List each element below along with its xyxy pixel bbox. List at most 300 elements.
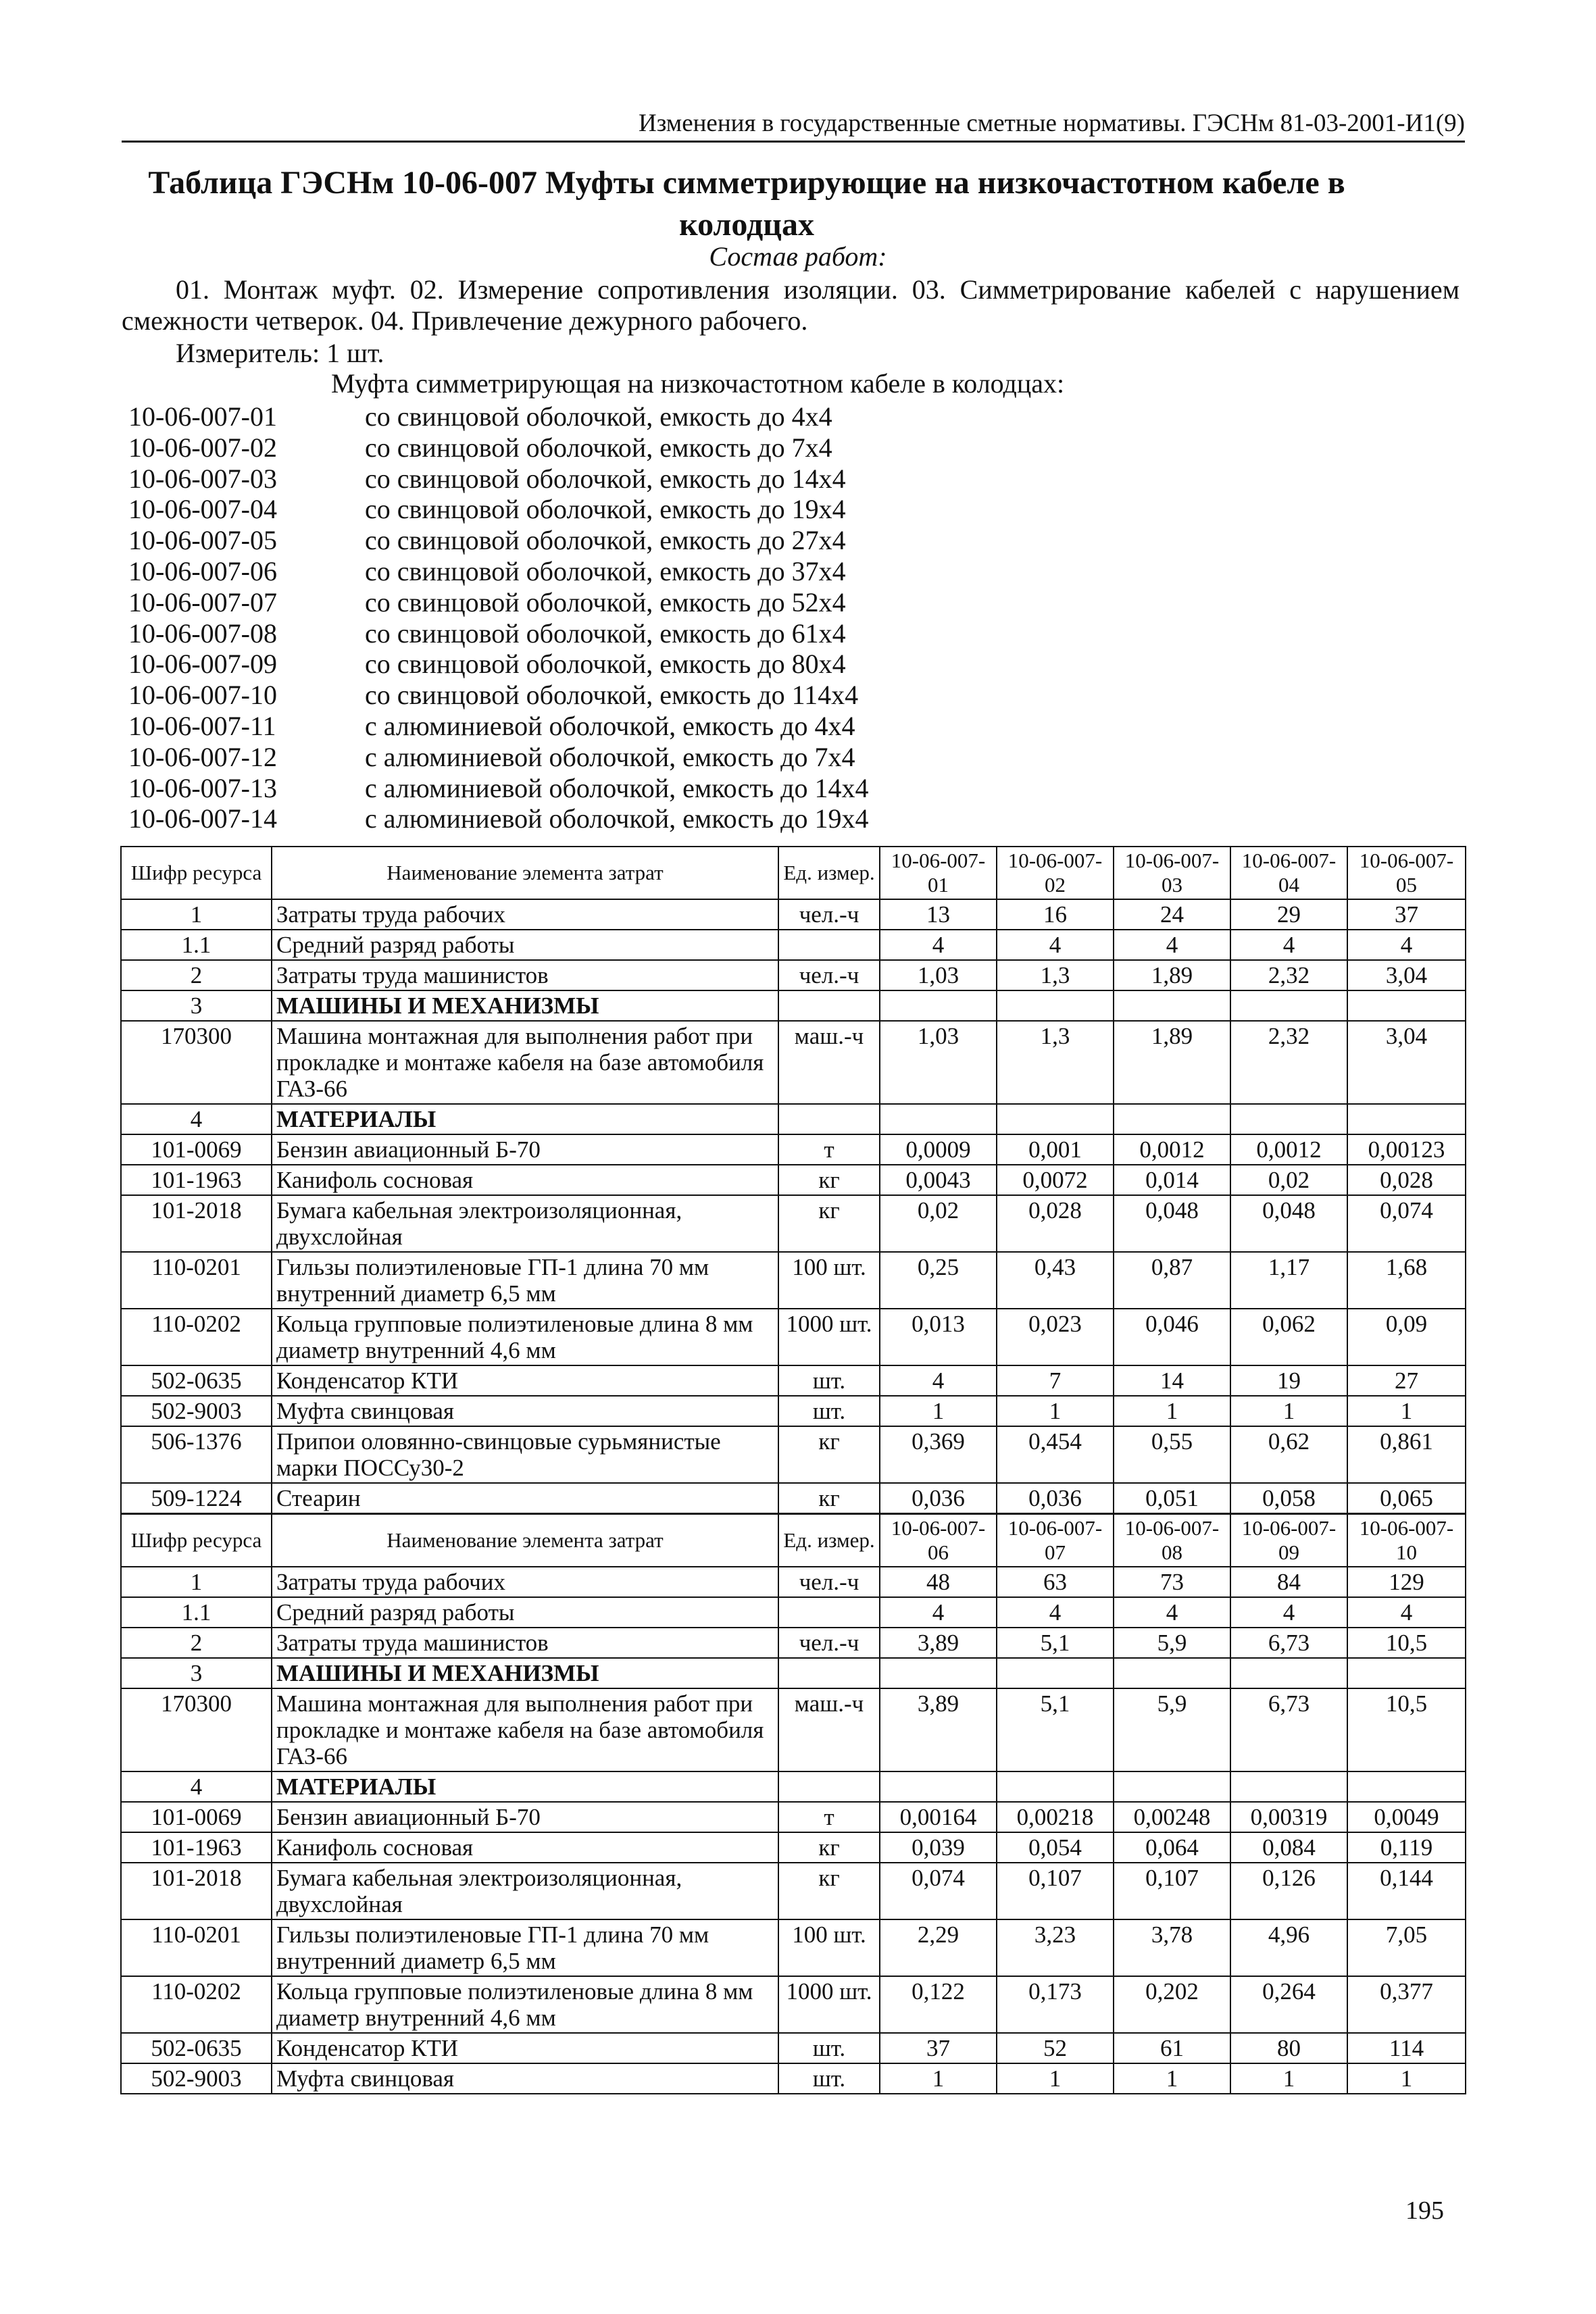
resource-code-cell: 101-0069 (121, 1134, 272, 1165)
value-cell: 0,43 (997, 1252, 1114, 1309)
norm-item-row (128, 494, 1277, 525)
value-cell: 0,084 (1230, 1832, 1347, 1863)
unit-cell: кг (778, 1195, 880, 1252)
resource-code-cell: 101-0069 (121, 1802, 272, 1832)
value-cell: 4,96 (1230, 1919, 1347, 1976)
resource-code-cell: 509-1224 (121, 1483, 272, 1513)
cost-element-cell: Муфта свинцовая (272, 1396, 778, 1426)
value-cell: 0,107 (997, 1863, 1114, 1919)
value-cell: 7 (997, 1365, 1114, 1396)
value-cell: 13 (880, 899, 997, 930)
unit-cell: чел.-ч (778, 960, 880, 990)
norm-item-code: 10-06-007-13 (128, 772, 277, 803)
value-cell: 0,028 (1347, 1165, 1466, 1195)
value-cell: 0,119 (1347, 1832, 1466, 1863)
cost-element-cell: Гильзы полиэтиленовые ГП-1 длина 70 мм внутренний диаметр 6,5 мм (272, 1919, 778, 1976)
value-cell: 27 (1347, 1365, 1466, 1396)
norm-item-code: 10-06-007-06 (128, 555, 277, 586)
table-row (121, 2063, 1466, 2094)
cost-element-cell: Кольца групповые полиэтиленовые длина 8 мм диаметр внутренний 4,6 мм (272, 1976, 778, 2033)
value-cell: 52 (997, 2033, 1114, 2063)
value-cell: 1,3 (997, 960, 1114, 990)
value-cell: 0,065 (1347, 1483, 1466, 1513)
header-norm-code: 10-06-007-06 (880, 1514, 997, 1567)
resource-code-cell: 1 (121, 899, 272, 930)
cost-element-cell: Стеарин (272, 1483, 778, 1513)
value-cell: 1,3 (997, 1021, 1114, 1104)
cost-element-cell: Канифоль сосновая (272, 1165, 778, 1195)
norm-item-row (128, 525, 1277, 556)
unit-cell (778, 1771, 880, 1802)
section-heading-cell: МАТЕРИАЛЫ (272, 1771, 778, 1802)
value-cell: 1,03 (880, 960, 997, 990)
cost-element-cell: Средний разряд работы (272, 930, 778, 960)
table-row (121, 1832, 1466, 1863)
value-cell: 10,5 (1347, 1628, 1466, 1658)
value-cell: 0,0072 (997, 1165, 1114, 1195)
unit-cell: т (778, 1134, 880, 1165)
value-cell: 0,014 (1114, 1165, 1230, 1195)
cost-element-cell: Бумага кабельная электроизоляционная, двухслойная (272, 1863, 778, 1919)
header-unit: Ед. измер. (778, 847, 880, 899)
value-cell: 0,00319 (1230, 1802, 1347, 1832)
table-header-row (121, 1514, 1466, 1567)
table-row (121, 990, 1466, 1021)
value-cell: 1,03 (880, 1021, 997, 1104)
norm-item-text: с алюминиевой оболочкой, емкость до 4х4 (365, 710, 855, 741)
table-row (121, 1365, 1466, 1396)
section-heading-cell: МАТЕРИАЛЫ (272, 1104, 778, 1134)
table-row (121, 1252, 1466, 1309)
value-cell: 0,046 (1114, 1309, 1230, 1365)
resource-code-cell: 502-0635 (121, 2033, 272, 2063)
value-cell: 1 (880, 2063, 997, 2094)
norm-item-code: 10-06-007-08 (128, 618, 277, 649)
value-cell: 5,9 (1114, 1688, 1230, 1771)
value-cell (880, 1104, 997, 1134)
resource-code-cell: 101-2018 (121, 1195, 272, 1252)
norm-item-code: 10-06-007-04 (128, 494, 277, 525)
value-cell: 1 (880, 1396, 997, 1426)
cost-element-cell: Затраты труда рабочих (272, 899, 778, 930)
value-cell (997, 990, 1114, 1021)
norm-item-row (128, 401, 1277, 432)
value-cell: 4 (1347, 1597, 1466, 1628)
value-cell: 0,064 (1114, 1832, 1230, 1863)
norm-item-text: со свинцовой оболочкой, емкость до 14х4 (365, 463, 846, 494)
value-cell: 0,62 (1230, 1426, 1347, 1483)
resource-code-cell: 110-0201 (121, 1252, 272, 1309)
value-cell (1230, 1658, 1347, 1688)
table-row (121, 1628, 1466, 1658)
unit-cell (778, 1104, 880, 1134)
value-cell: 4 (997, 1597, 1114, 1628)
norm-item-row (128, 680, 1277, 711)
norm-item-text: со свинцовой оболочкой, емкость до 80х4 (365, 649, 846, 680)
header-norm-code: 10-06-007-09 (1230, 1514, 1347, 1567)
value-cell (997, 1658, 1114, 1688)
value-cell: 0,028 (997, 1195, 1114, 1252)
value-cell: 4 (1114, 930, 1230, 960)
resource-code-cell: 506-1376 (121, 1426, 272, 1483)
value-cell: 1,68 (1347, 1252, 1466, 1309)
header-resource-code: Шифр ресурса (121, 1514, 272, 1567)
norm-item-code: 10-06-007-14 (128, 803, 277, 834)
value-cell: 114 (1347, 2033, 1466, 2063)
cost-element-cell: Затраты труда машинистов (272, 1628, 778, 1658)
value-cell: 0,00164 (880, 1802, 997, 1832)
resource-table-1 (120, 846, 1466, 1514)
unit-cell (778, 1597, 880, 1628)
value-cell: 84 (1230, 1567, 1347, 1597)
value-cell: 6,73 (1230, 1628, 1347, 1658)
unit-cell: т (778, 1802, 880, 1832)
value-cell: 2,32 (1230, 1021, 1347, 1104)
value-cell (880, 1658, 997, 1688)
value-cell: 4 (880, 1597, 997, 1628)
value-cell (1347, 1658, 1466, 1688)
value-cell: 1 (1347, 2063, 1466, 2094)
value-cell: 0,173 (997, 1976, 1114, 2033)
table-row (121, 1597, 1466, 1628)
value-cell: 0,02 (880, 1195, 997, 1252)
value-cell: 3,04 (1347, 960, 1466, 990)
composition-heading: Состав работ: (709, 241, 887, 272)
cost-element-cell: Муфта свинцовая (272, 2063, 778, 2094)
table-header-row (121, 847, 1466, 899)
norm-item-text: со свинцовой оболочкой, емкость до 114х4 (365, 680, 859, 711)
value-cell: 1 (1230, 1396, 1347, 1426)
value-cell: 24 (1114, 899, 1230, 930)
value-cell: 0,001 (997, 1134, 1114, 1165)
header-norm-code: 10-06-007-01 (880, 847, 997, 899)
value-cell (1347, 990, 1466, 1021)
value-cell: 1 (1114, 1396, 1230, 1426)
resource-code-cell: 101-1963 (121, 1832, 272, 1863)
table-row (121, 2033, 1466, 2063)
value-cell: 0,369 (880, 1426, 997, 1483)
unit-cell: шт. (778, 1396, 880, 1426)
unit-cell: шт. (778, 1365, 880, 1396)
cost-element-cell: Машина монтажная для выполнения работ при прокладке и монтаже кабеля на базе автомобиля ГАЗ-66 (272, 1021, 778, 1104)
unit-cell: 100 шт. (778, 1919, 880, 1976)
table-row (121, 1309, 1466, 1365)
table-row (121, 1688, 1466, 1771)
value-cell: 4 (1230, 930, 1347, 960)
norm-item-code: 10-06-007-07 (128, 586, 277, 618)
value-cell: 7,05 (1347, 1919, 1466, 1976)
value-cell: 0,039 (880, 1832, 997, 1863)
section-heading-cell: МАШИНЫ И МЕХАНИЗМЫ (272, 990, 778, 1021)
resource-code-cell: 1 (121, 1567, 272, 1597)
header-norm-code: 10-06-007-08 (1114, 1514, 1230, 1567)
value-cell: 1,89 (1114, 960, 1230, 990)
value-cell: 0,126 (1230, 1863, 1347, 1919)
value-cell: 129 (1347, 1567, 1466, 1597)
norm-item-row (128, 803, 1277, 834)
cost-element-cell: Бензин авиационный Б-70 (272, 1134, 778, 1165)
header-cost-element: Наименование элемента затрат (272, 847, 778, 899)
unit-cell: 100 шт. (778, 1252, 880, 1309)
norm-items-list (128, 401, 1277, 834)
unit-cell: чел.-ч (778, 899, 880, 930)
norm-item-code: 10-06-007-09 (128, 649, 277, 680)
resource-code-cell: 3 (121, 990, 272, 1021)
value-cell: 2,29 (880, 1919, 997, 1976)
value-cell (880, 990, 997, 1021)
norm-item-text: со свинцовой оболочкой, емкость до 37х4 (365, 555, 846, 586)
cost-element-cell: Конденсатор КТИ (272, 1365, 778, 1396)
table-row (121, 1483, 1466, 1513)
value-cell: 0,861 (1347, 1426, 1466, 1483)
resource-code-cell: 110-0202 (121, 1309, 272, 1365)
value-cell: 0,00248 (1114, 1802, 1230, 1832)
value-cell: 48 (880, 1567, 997, 1597)
norm-item-text: со свинцовой оболочкой, емкость до 19х4 (365, 494, 846, 525)
cost-element-cell: Припои оловянно-свинцовые сурьмянистые марки ПОССу30-2 (272, 1426, 778, 1483)
norm-item-row (128, 649, 1277, 680)
norm-item-row (128, 432, 1277, 463)
unit-cell: кг (778, 1483, 880, 1513)
cost-element-cell: Машина монтажная для выполнения работ при прокладке и монтаже кабеля на базе автомобиля ГАЗ-66 (272, 1688, 778, 1771)
value-cell: 0,202 (1114, 1976, 1230, 2033)
table-row (121, 1134, 1466, 1165)
value-cell: 4 (1114, 1597, 1230, 1628)
value-cell: 0,051 (1114, 1483, 1230, 1513)
norm-item-row (128, 618, 1277, 649)
table-row (121, 960, 1466, 990)
composition-text: 01. Монтаж муфт. 02. Измерение сопротивления изоляции. 03. Симметрирование кабелей с нарушением смежности четверок. 04. Привлечение дежурного рабочего. (122, 274, 1460, 336)
value-cell: 19 (1230, 1365, 1347, 1396)
header-cost-element: Наименование элемента затрат (272, 1514, 778, 1567)
unit-cell: чел.-ч (778, 1567, 880, 1597)
value-cell (1114, 990, 1230, 1021)
resource-code-cell: 101-2018 (121, 1863, 272, 1919)
unit-cell (778, 930, 880, 960)
norm-item-text: со свинцовой оболочкой, емкость до 61х4 (365, 618, 846, 649)
value-cell: 5,1 (997, 1688, 1114, 1771)
header-norm-code: 10-06-007-05 (1347, 847, 1466, 899)
value-cell: 0,0049 (1347, 1802, 1466, 1832)
norm-item-code: 10-06-007-02 (128, 432, 277, 463)
norm-item-code: 10-06-007-12 (128, 741, 277, 772)
value-cell (1114, 1771, 1230, 1802)
measure-unit: Измеритель: 1 шт. (176, 338, 384, 368)
value-cell: 3,78 (1114, 1919, 1230, 1976)
resource-code-cell: 1.1 (121, 1597, 272, 1628)
unit-cell (778, 1658, 880, 1688)
resource-table-2 (120, 1513, 1466, 2094)
resource-code-cell: 170300 (121, 1021, 272, 1104)
value-cell: 4 (1230, 1597, 1347, 1628)
table-row (121, 1771, 1466, 1802)
value-cell: 0,048 (1230, 1195, 1347, 1252)
resource-code-cell: 2 (121, 960, 272, 990)
norm-item-row (128, 773, 1277, 804)
header-resource-code: Шифр ресурса (121, 847, 272, 899)
table-row (121, 1863, 1466, 1919)
value-cell (1347, 1771, 1466, 1802)
unit-cell: маш.-ч (778, 1021, 880, 1104)
value-cell (1114, 1104, 1230, 1134)
value-cell: 16 (997, 899, 1114, 930)
value-cell: 0,023 (997, 1309, 1114, 1365)
norm-item-code: 10-06-007-10 (128, 680, 277, 711)
norm-item-text: со свинцовой оболочкой, емкость до 4х4 (365, 401, 832, 432)
page-number: 195 (1405, 2196, 1444, 2225)
value-cell: 1,17 (1230, 1252, 1347, 1309)
value-cell: 1 (1114, 2063, 1230, 2094)
unit-cell: кг (778, 1165, 880, 1195)
norm-item-text: со свинцовой оболочкой, емкость до 27х4 (365, 525, 846, 556)
value-cell (997, 1771, 1114, 1802)
table-row (121, 1802, 1466, 1832)
norm-item-row (128, 742, 1277, 773)
unit-cell: шт. (778, 2063, 880, 2094)
section-heading-cell: МАШИНЫ И МЕХАНИЗМЫ (272, 1658, 778, 1688)
value-cell: 1 (1230, 2063, 1347, 2094)
value-cell: 3,89 (880, 1628, 997, 1658)
table-row (121, 1021, 1466, 1104)
value-cell: 0,036 (880, 1483, 997, 1513)
value-cell (1114, 1658, 1230, 1688)
cost-element-cell: Затраты труда машинистов (272, 960, 778, 990)
table-row (121, 1426, 1466, 1483)
resource-code-cell: 110-0202 (121, 1976, 272, 2033)
norm-item-row (128, 463, 1277, 495)
value-cell: 73 (1114, 1567, 1230, 1597)
value-cell: 0,00123 (1347, 1134, 1466, 1165)
unit-cell: чел.-ч (778, 1628, 880, 1658)
unit-cell: 1000 шт. (778, 1309, 880, 1365)
value-cell: 0,074 (880, 1863, 997, 1919)
value-cell: 63 (997, 1567, 1114, 1597)
value-cell: 0,062 (1230, 1309, 1347, 1365)
norm-item-row (128, 587, 1277, 618)
norm-item-code: 10-06-007-01 (128, 401, 277, 432)
table-row (121, 1165, 1466, 1195)
resource-code-cell: 101-1963 (121, 1165, 272, 1195)
cost-element-cell: Затраты труда рабочих (272, 1567, 778, 1597)
table-row (121, 1976, 1466, 2033)
page-title: Таблица ГЭСНм 10-06-007 Муфты симметрирующие на низкочастотном кабеле в колодцах (148, 165, 1345, 243)
value-cell: 0,00218 (997, 1802, 1114, 1832)
value-cell: 0,013 (880, 1309, 997, 1365)
resource-code-cell: 502-0635 (121, 1365, 272, 1396)
value-cell (997, 1104, 1114, 1134)
unit-cell: 1000 шт. (778, 1976, 880, 2033)
value-cell (1230, 990, 1347, 1021)
value-cell: 37 (1347, 899, 1466, 930)
value-cell: 4 (880, 1365, 997, 1396)
norm-item-code: 10-06-007-11 (128, 710, 276, 741)
cost-element-cell: Конденсатор КТИ (272, 2033, 778, 2063)
table-row (121, 1195, 1466, 1252)
value-cell: 0,02 (1230, 1165, 1347, 1195)
table-row (121, 1104, 1466, 1134)
running-header: Изменения в государственные сметные нормативы. ГЭСНм 81-03-2001-И1(9) (122, 108, 1465, 143)
resource-code-cell: 4 (121, 1771, 272, 1802)
value-cell: 5,9 (1114, 1628, 1230, 1658)
value-cell: 0,144 (1347, 1863, 1466, 1919)
cost-element-cell: Гильзы полиэтиленовые ГП-1 длина 70 мм внутренний диаметр 6,5 мм (272, 1252, 778, 1309)
value-cell: 80 (1230, 2033, 1347, 2063)
unit-cell (778, 990, 880, 1021)
cost-element-cell: Средний разряд работы (272, 1597, 778, 1628)
norm-item-text: с алюминиевой оболочкой, емкость до 7х4 (365, 741, 855, 772)
value-cell: 0,55 (1114, 1426, 1230, 1483)
value-cell: 0,054 (997, 1832, 1114, 1863)
value-cell: 0,25 (880, 1252, 997, 1309)
value-cell (1230, 1771, 1347, 1802)
value-cell: 0,107 (1114, 1863, 1230, 1919)
table-row (121, 899, 1466, 930)
value-cell: 0,048 (1114, 1195, 1230, 1252)
resource-code-cell: 170300 (121, 1688, 272, 1771)
table-row (121, 930, 1466, 960)
value-cell: 0,87 (1114, 1252, 1230, 1309)
cost-element-cell: Бумага кабельная электроизоляционная, двухслойная (272, 1195, 778, 1252)
value-cell: 3,04 (1347, 1021, 1466, 1104)
norm-item-text: с алюминиевой оболочкой, емкость до 19х4 (365, 803, 869, 834)
value-cell: 2,32 (1230, 960, 1347, 990)
value-cell: 5,1 (997, 1628, 1114, 1658)
value-cell: 4 (997, 930, 1114, 960)
unit-cell: кг (778, 1832, 880, 1863)
header-unit: Ед. измер. (778, 1514, 880, 1567)
header-norm-code: 10-06-007-03 (1114, 847, 1230, 899)
table-row (121, 1567, 1466, 1597)
value-cell (880, 1771, 997, 1802)
value-cell: 14 (1114, 1365, 1230, 1396)
norm-item-row (128, 556, 1277, 587)
table-row (121, 1658, 1466, 1688)
value-cell: 3,89 (880, 1688, 997, 1771)
header-norm-code: 10-06-007-02 (997, 847, 1114, 899)
value-cell (1347, 1104, 1466, 1134)
value-cell: 10,5 (1347, 1688, 1466, 1771)
cost-element-cell: Бензин авиационный Б-70 (272, 1802, 778, 1832)
value-cell: 1 (1347, 1396, 1466, 1426)
resource-code-cell: 502-9003 (121, 1396, 272, 1426)
unit-cell: кг (778, 1426, 880, 1483)
unit-cell: шт. (778, 2033, 880, 2063)
cost-element-cell: Кольца групповые полиэтиленовые длина 8 мм диаметр внутренний 4,6 мм (272, 1309, 778, 1365)
resource-code-cell: 4 (121, 1104, 272, 1134)
value-cell (1230, 1104, 1347, 1134)
value-cell: 0,377 (1347, 1976, 1466, 2033)
norm-item-code: 10-06-007-03 (128, 463, 277, 494)
items-heading: Муфта симметрирующая на низкочастотном кабеле в колодцах: (331, 368, 1065, 399)
cost-element-cell: Канифоль сосновая (272, 1832, 778, 1863)
value-cell: 0,058 (1230, 1483, 1347, 1513)
value-cell: 0,264 (1230, 1976, 1347, 2033)
value-cell: 29 (1230, 899, 1347, 930)
value-cell: 4 (1347, 930, 1466, 960)
value-cell: 1,89 (1114, 1021, 1230, 1104)
value-cell: 0,036 (997, 1483, 1114, 1513)
header-norm-code: 10-06-007-04 (1230, 847, 1347, 899)
value-cell: 4 (880, 930, 997, 960)
value-cell: 0,0043 (880, 1165, 997, 1195)
header-norm-code: 10-06-007-07 (997, 1514, 1114, 1567)
unit-cell: маш.-ч (778, 1688, 880, 1771)
value-cell: 0,074 (1347, 1195, 1466, 1252)
value-cell: 1 (997, 1396, 1114, 1426)
resource-code-cell: 502-9003 (121, 2063, 272, 2094)
table-row (121, 1396, 1466, 1426)
resource-code-cell: 2 (121, 1628, 272, 1658)
